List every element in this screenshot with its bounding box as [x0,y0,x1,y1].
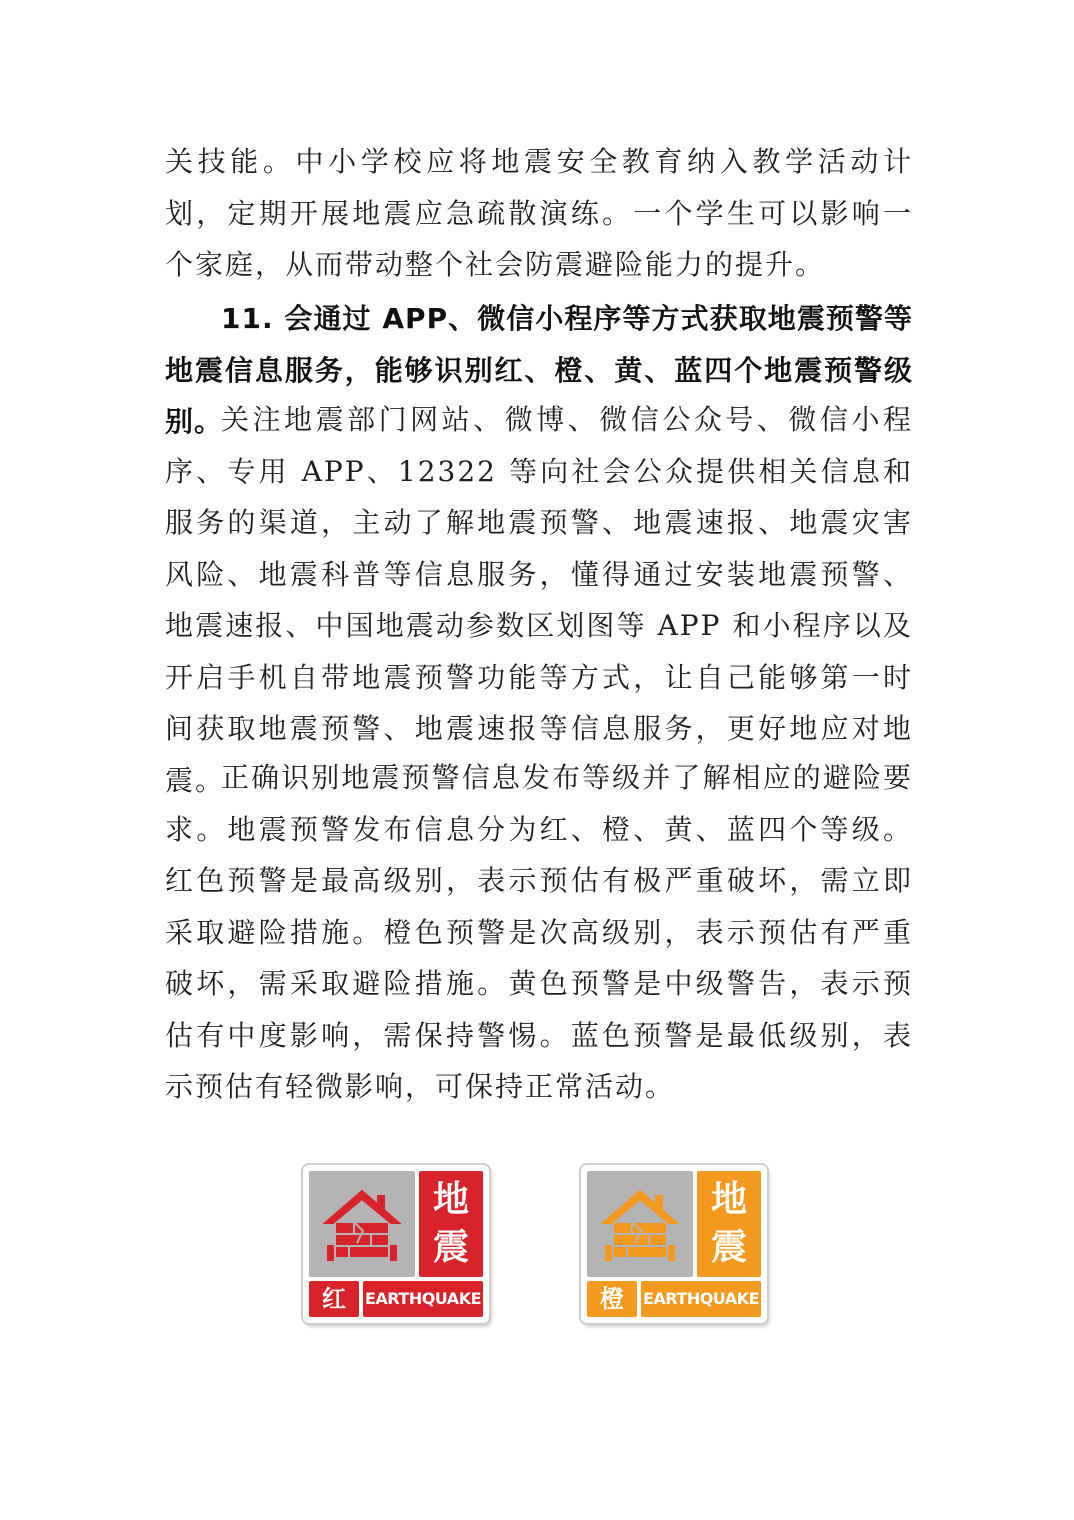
red-earthquake-warning-badge [303,1165,489,1323]
paragraph-school-drills: 关技能。中小学校应将地震安全教育纳入教学活动计划，定期开展地震应急疏散演练。一个学生可以影响一个家庭，从而带动整个社会防震避险能力的提升。 [165,145,913,281]
damaged-house-icon [309,1171,415,1277]
orange-earthquake-warning-badge [581,1165,767,1323]
badge-title-line1: 地 [710,1179,747,1220]
badge-title-line2: 震 [710,1227,747,1268]
section-heading-11: 11. 会通过 APP、微信小程序等方式获取地震预警等地震信息服务，能够识别红、橙、黄、蓝四个地震预警级别。 [165,302,913,438]
badge-title-earthquake [697,1171,761,1277]
badge-english-label: EARTHQUAKE [363,1281,483,1317]
badge-title-earthquake [419,1171,483,1277]
damaged-house-icon [587,1171,693,1277]
badge-title-line2: 震 [432,1227,469,1268]
badge-title-line1: 地 [432,1179,469,1220]
badge-english-label: EARTHQUAKE [641,1281,761,1317]
paragraph-warning-levels: 正确识别地震预警信息发布等级并了解相应的避险要求。地震预警发布信息分为红、橙、黄、蓝四个等级。红色预警是最高级别，表示预估有极严重破坏，需立即采取避险措施。橙色预警是次高级别，表示预估有严重破坏，需采取避险措施。黄色预警是中级警告，表示预估有中度影响，需保持警惕。蓝色预警是最低级别，表示预估有轻微影响，可保持正常活动。 [165,761,913,1103]
badge-level-label: 橙 [587,1281,637,1317]
badge-level-label: 红 [309,1281,359,1317]
paragraph-info-channels: 关注地震部门网站、微博、微信公众号、微信小程序、专用 APP、12322 等向社会公众提供相关信息和服务的渠道，主动了解地震预警、地震速报、地震灾害风险、地震科普等信息服务，懂得通过安装地震预警、地震速报、中国地震动参数区划图等 APP 和小程序以及开启手机自带地震预警功能等方式，让自己能够第一时间获取地震预警、地震速报等信息服务，更好地应对地震。 [165,403,913,797]
